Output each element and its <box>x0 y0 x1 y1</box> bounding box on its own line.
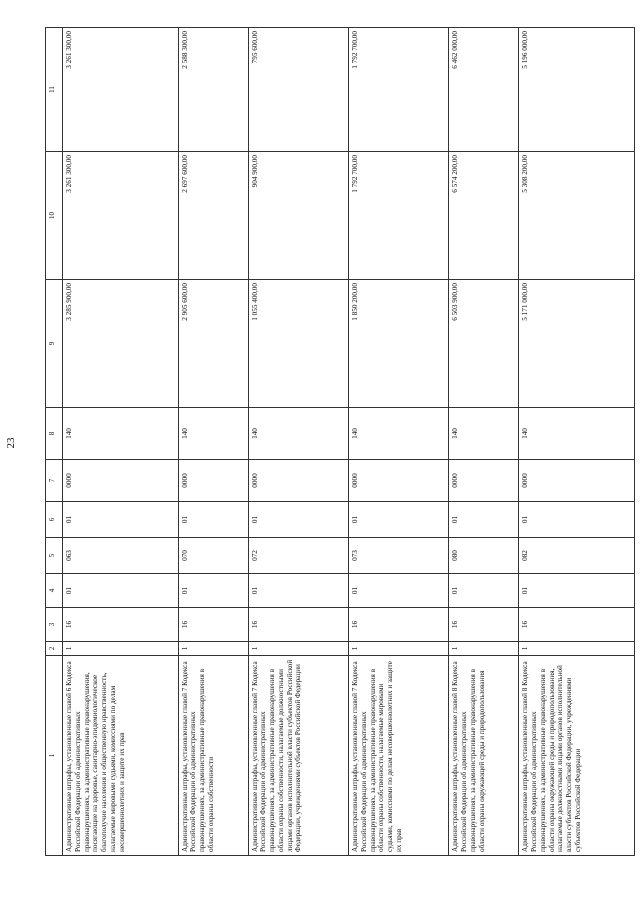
column-header-1: 1 <box>46 656 63 856</box>
row-description: Административные штрафы, установленные главой 7 Кодекса Российской Федерации об административных правонарушениях, за административные правонарушения в области охраны собственности <box>178 656 248 856</box>
row-cell-col-7: 0000 <box>178 460 248 502</box>
column-header-2: 2 <box>46 642 63 656</box>
row-cell-col-8: 140 <box>178 408 248 460</box>
row-cell-col-11: 5 196 000,00 <box>519 28 635 152</box>
row-cell-col-4: 01 <box>519 574 635 608</box>
row-cell-col-7: 0000 <box>519 460 635 502</box>
row-cell-col-4: 01 <box>63 574 179 608</box>
row-cell-col-3: 16 <box>519 608 635 642</box>
table-row <box>248 28 348 856</box>
row-cell-col-2: 1 <box>63 642 179 656</box>
row-cell-col-8: 140 <box>63 408 179 460</box>
row-cell-col-8: 140 <box>248 408 348 460</box>
row-cell-col-11: 2 588 300,00 <box>178 28 248 152</box>
row-cell-col-2: 1 <box>178 642 248 656</box>
row-cell-col-3: 16 <box>449 608 519 642</box>
rotated-page-content <box>45 28 635 856</box>
row-cell-col-3: 16 <box>63 608 179 642</box>
rotated-inner <box>45 28 635 856</box>
row-cell-col-3: 16 <box>178 608 248 642</box>
column-header-5: 5 <box>46 538 63 574</box>
row-cell-col-5: 080 <box>449 538 519 574</box>
row-description: Административные штрафы, установленные главой 7 Кодекса Российской Федерации об административных правонарушениях, за административные правонарушения в области охраны собственности, налагаемые мировыми судьями, комиссиями по делам несовершеннолетних и защите их прав <box>348 656 448 856</box>
row-cell-col-11: 6 462 000,00 <box>449 28 519 152</box>
table-row <box>449 28 519 856</box>
row-cell-col-11: 1 792 700,00 <box>348 28 448 152</box>
row-cell-col-10: 3 261 300,00 <box>63 152 179 280</box>
row-cell-col-6: 01 <box>248 502 348 538</box>
row-cell-col-4: 01 <box>348 574 448 608</box>
row-cell-col-4: 01 <box>248 574 348 608</box>
row-cell-col-10: 6 574 200,00 <box>449 152 519 280</box>
row-cell-col-7: 0000 <box>348 460 448 502</box>
column-header-10: 10 <box>46 152 63 280</box>
row-cell-col-7: 0000 <box>63 460 179 502</box>
column-header-11: 11 <box>46 28 63 152</box>
row-cell-col-2: 1 <box>248 642 348 656</box>
row-cell-col-3: 16 <box>248 608 348 642</box>
row-cell-col-8: 140 <box>519 408 635 460</box>
row-cell-col-2: 1 <box>519 642 635 656</box>
row-cell-col-9: 1 055 400,00 <box>248 280 348 408</box>
row-cell-col-8: 140 <box>348 408 448 460</box>
row-cell-col-5: 070 <box>178 538 248 574</box>
row-cell-col-9: 5 171 000,00 <box>519 280 635 408</box>
row-cell-col-9: 2 905 600,00 <box>178 280 248 408</box>
column-header-7: 7 <box>46 460 63 502</box>
row-cell-col-4: 01 <box>449 574 519 608</box>
row-cell-col-5: 073 <box>348 538 448 574</box>
budget-revenue-table <box>45 27 635 856</box>
column-header-8: 8 <box>46 408 63 460</box>
row-cell-col-2: 1 <box>449 642 519 656</box>
row-cell-col-9: 3 285 900,00 <box>63 280 179 408</box>
row-cell-col-5: 063 <box>63 538 179 574</box>
table-row <box>63 28 179 856</box>
row-description: Административные штрафы, установленные главой 7 Кодекса Российской Федерации об административных правонарушениях, за административные правонарушения в области охраны собственности, налагаемые должностными лицами органов исполнительной власти субъектов Российской Федерации, учреждениями субъектов Российской Федерации <box>248 656 348 856</box>
row-cell-col-5: 082 <box>519 538 635 574</box>
table-row <box>348 28 448 856</box>
row-cell-col-9: 6 503 900,00 <box>449 280 519 408</box>
column-header-3: 3 <box>46 608 63 642</box>
row-description: Административные штрафы, установленные главой 8 Кодекса Российской Федерации об административных правонарушениях, за административные правонарушения в области охраны окружающей среды и природопользования <box>449 656 519 856</box>
table-row <box>519 28 635 856</box>
row-cell-col-9: 1 850 200,00 <box>348 280 448 408</box>
row-cell-col-2: 1 <box>348 642 448 656</box>
row-cell-col-7: 0000 <box>449 460 519 502</box>
header-row <box>46 28 63 856</box>
row-cell-col-4: 01 <box>178 574 248 608</box>
column-header-6: 6 <box>46 502 63 538</box>
row-cell-col-6: 01 <box>519 502 635 538</box>
row-cell-col-6: 01 <box>449 502 519 538</box>
row-cell-col-3: 16 <box>348 608 448 642</box>
table-row <box>178 28 248 856</box>
row-cell-col-6: 01 <box>63 502 179 538</box>
row-cell-col-10: 1 792 700,00 <box>348 152 448 280</box>
row-cell-col-10: 904 900,00 <box>248 152 348 280</box>
row-cell-col-10: 2 697 600,00 <box>178 152 248 280</box>
row-cell-col-7: 0000 <box>248 460 348 502</box>
row-cell-col-11: 795 600,00 <box>248 28 348 152</box>
row-cell-col-11: 3 261 300,00 <box>63 28 179 152</box>
page-number: 23 <box>5 437 17 449</box>
row-cell-col-8: 140 <box>449 408 519 460</box>
row-cell-col-6: 01 <box>348 502 448 538</box>
row-cell-col-10: 5 308 200,00 <box>519 152 635 280</box>
row-cell-col-5: 072 <box>248 538 348 574</box>
row-description: Административные штрафы, установленные главой 8 Кодекса Российской Федерации об административных правонарушениях, за административные правонарушения в области охраны окружающей среды и природопользования, налагаемые должностными лицами органов исполнительной власти субъектов Российской Федерации, учреждениями субъектов Российской Федерации <box>519 656 635 856</box>
row-description: Административные штрафы, установленные главой 6 Кодекса Российской Федерации об административных правонарушениях, за административные правонарушения, посягающие на здоровье, санитарно-эпидемиологическое благополучие населения и общественную нравственность, налагаемые мировыми судьями, комиссиями по делам несовершеннолетних и защите их прав <box>63 656 179 856</box>
column-header-9: 9 <box>46 280 63 408</box>
row-cell-col-6: 01 <box>178 502 248 538</box>
column-header-4: 4 <box>46 574 63 608</box>
